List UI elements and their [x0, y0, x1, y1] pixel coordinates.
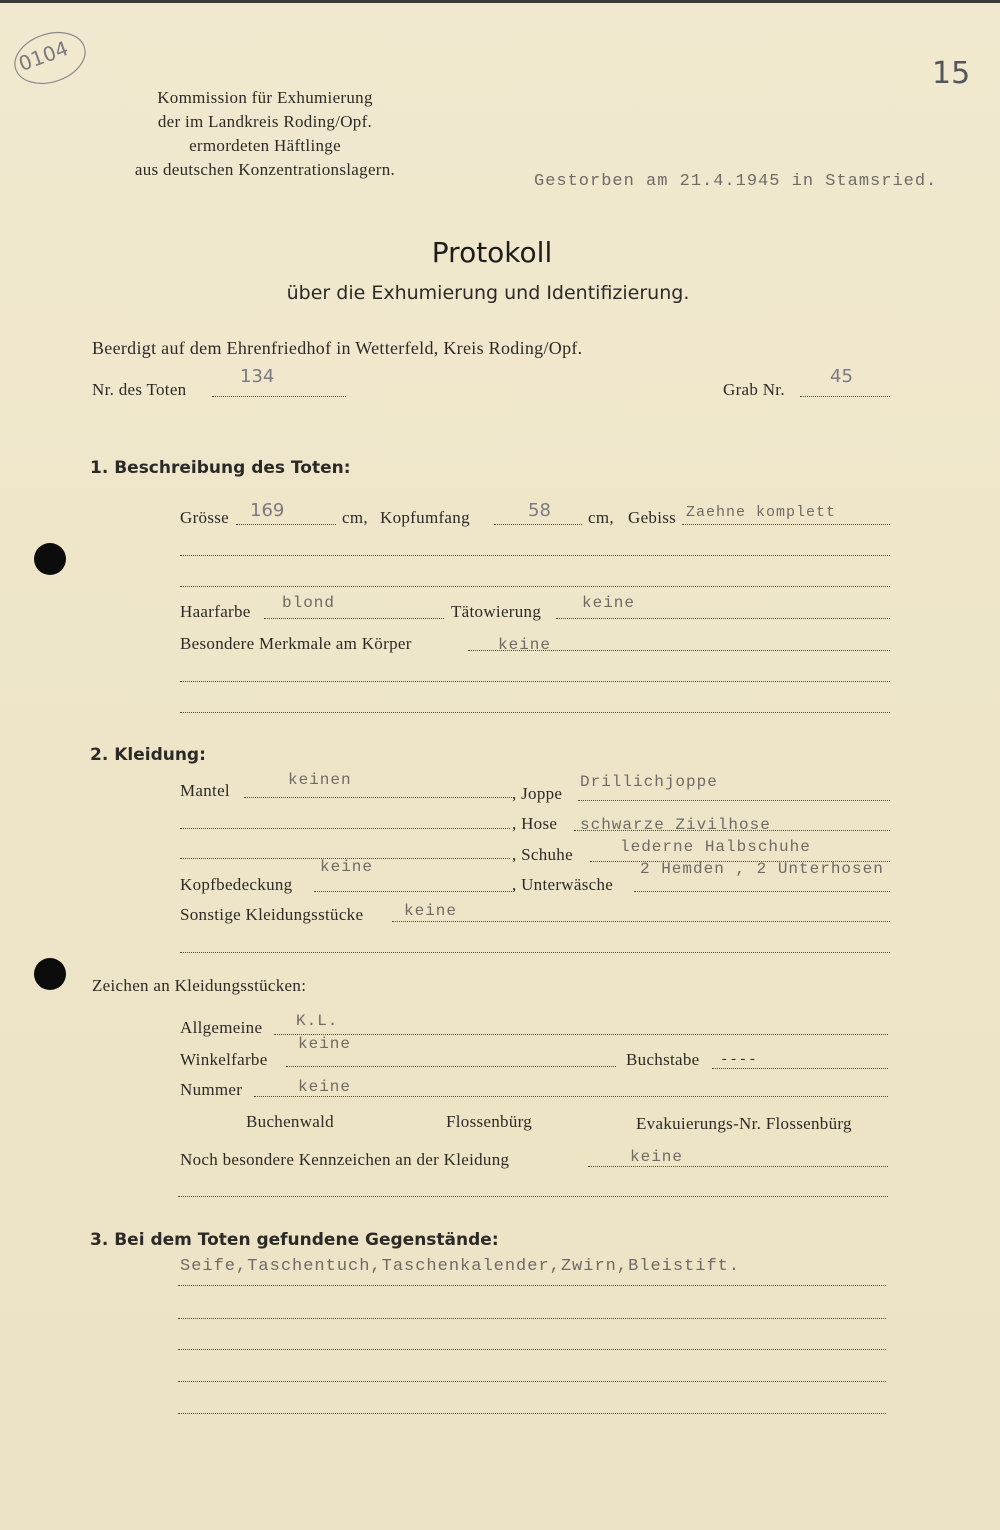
general-value: K.L.	[296, 1012, 339, 1030]
page-subtitle: über die Exhumierung und Identifizierung.	[286, 282, 690, 304]
section-2-heading: 2. Kleidung:	[90, 745, 206, 765]
commission-header	[0, 86, 530, 182]
cm-unit-1: cm,	[342, 508, 368, 527]
grave-number-line	[800, 396, 890, 397]
section-1-heading: 1. Beschreibung des Toten:	[90, 458, 351, 478]
underwear-line	[634, 891, 890, 892]
blank-line	[180, 952, 890, 953]
other-clothes-line	[392, 921, 890, 922]
archive-stamp-number: 0104	[15, 36, 72, 76]
blank-line	[180, 828, 510, 829]
punch-hole	[34, 543, 66, 575]
trousers-label: , Hose	[512, 814, 558, 833]
general-line	[274, 1034, 888, 1035]
camp-buchenwald: Buchenwald	[246, 1112, 334, 1131]
blank-line	[178, 1349, 886, 1350]
shoes-label: , Schuhe	[512, 845, 573, 864]
head-value: 58	[528, 500, 551, 521]
camp-flossenbuerg: Flossenbürg	[446, 1112, 533, 1131]
punch-hole	[34, 958, 66, 990]
special-marks-value: keine	[630, 1148, 684, 1166]
trousers-value: schwarze Zivilhose	[580, 816, 771, 834]
commission-line-2: der im Landkreis Roding/Opf.	[157, 112, 373, 131]
blank-line	[180, 555, 890, 556]
blank-line	[178, 1413, 886, 1414]
hair-label: Haarfarbe	[180, 602, 251, 621]
size-label: Grösse	[180, 508, 230, 527]
jacket-value: Drillichjoppe	[580, 773, 718, 791]
underwear-label: , Unterwäsche	[512, 875, 614, 894]
coat-value: keinen	[288, 771, 352, 789]
angle-colour-line	[286, 1066, 616, 1067]
number-value: keine	[298, 1078, 352, 1096]
hair-line	[264, 618, 444, 619]
headwear-value: keine	[320, 858, 374, 876]
shoes-value: lederne Halbschuhe	[620, 838, 811, 856]
jacket-label: , Joppe	[512, 784, 563, 803]
teeth-value: Zaehne komplett	[686, 504, 837, 521]
other-clothes-value: keine	[404, 902, 458, 920]
head-label: Kopfumfang	[380, 508, 470, 527]
commission-line-3: ermordeten Häftlinge	[189, 136, 341, 155]
found-items-value: Seife,Taschentuch,Taschenkalender,Zwirn,Bleistift.	[180, 1257, 741, 1276]
underwear-value: 2 Hemden , 2 Unterhosen	[640, 860, 884, 878]
coat-label: Mantel	[180, 781, 230, 800]
evacuation-number-label: Evakuierungs-Nr. Flossenbürg	[636, 1114, 852, 1133]
cm-unit-2: cm,	[588, 508, 614, 527]
page-title: Protokoll	[431, 236, 553, 269]
other-clothes-label: Sonstige Kleidungsstücke	[180, 905, 364, 924]
dead-number-line	[212, 396, 346, 397]
special-marks-label: Noch besondere Kennzeichen an der Kleidung	[180, 1150, 510, 1169]
size-value: 169	[250, 500, 285, 521]
jacket-line	[578, 800, 890, 801]
page-number: 15	[932, 56, 971, 91]
commission-line-4: aus deutschen Konzentrationslagern.	[134, 160, 396, 179]
general-label: Allgemeine	[180, 1018, 263, 1037]
blank-line	[180, 586, 890, 587]
top-border	[0, 0, 1000, 3]
headwear-line	[314, 891, 512, 892]
burial-line: Beerdigt auf dem Ehrenfriedhof in Wetterfeld, Kreis Roding/Opf.	[92, 338, 583, 358]
blank-line	[178, 1285, 886, 1286]
grave-number-value: 45	[830, 366, 853, 387]
special-marks-line	[588, 1166, 888, 1167]
hair-value: blond	[282, 594, 336, 612]
head-line	[494, 524, 582, 525]
letter-line	[712, 1068, 888, 1069]
angle-colour-value: keine	[298, 1035, 352, 1053]
commission-line-1: Kommission für Exhumierung	[157, 88, 373, 107]
size-line	[236, 524, 336, 525]
markings-heading: Zeichen an Kleidungsstücken:	[92, 976, 307, 995]
coat-line	[244, 797, 512, 798]
grave-number-label: Grab Nr.	[723, 380, 785, 399]
tattoo-line	[556, 618, 890, 619]
letter-value: ----	[720, 1052, 758, 1068]
blank-line	[180, 712, 890, 713]
dead-number-label: Nr. des Toten	[92, 380, 187, 399]
section-3-heading: 3. Bei dem Toten gefundene Gegenstände:	[90, 1230, 499, 1250]
number-label: Nummer	[180, 1080, 243, 1099]
death-note: Gestorben am 21.4.1945 in Stamsried.	[534, 172, 938, 191]
blank-line	[178, 1318, 886, 1319]
headwear-label: Kopfbedeckung	[180, 875, 293, 894]
marks-value: keine	[498, 636, 552, 654]
teeth-line	[682, 524, 890, 525]
marks-label: Besondere Merkmale am Körper	[180, 634, 412, 653]
blank-line	[180, 681, 890, 682]
tattoo-value: keine	[582, 594, 636, 612]
dead-number-value: 134	[240, 366, 275, 387]
tattoo-label: Tätowierung	[451, 602, 542, 621]
blank-line	[178, 1196, 888, 1197]
angle-colour-label: Winkelfarbe	[180, 1050, 268, 1069]
number-line	[254, 1096, 888, 1097]
teeth-label: Gebiss	[628, 508, 677, 527]
letter-label: Buchstabe	[626, 1050, 700, 1069]
blank-line	[178, 1381, 886, 1382]
